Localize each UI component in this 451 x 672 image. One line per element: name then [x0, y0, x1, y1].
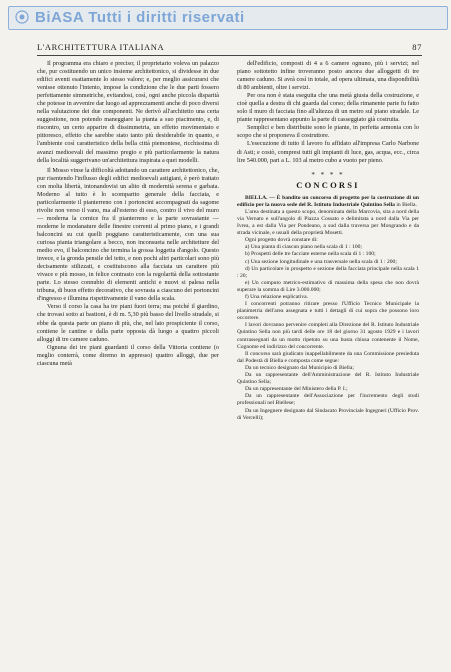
paragraph: dell'edificio, composti di 4 a 6 camere ognuno, più i servizi; nel piano sottotetto infine troveranno posto ancora due alloggetti di tre camere caduno. Si avrà così in totale, ad opera ultimata, una disponibilità di 80 ambienti, oltre i servizi. [237, 60, 419, 92]
notice-list-item: b) Prospetti delle tre facciate esterne nella scala di 1 : 100; [245, 251, 376, 258]
running-head [37, 42, 422, 54]
notice-paragraph: Il concorso sarà giudicato inappellabilmente da una Commissione presieduta dal Podestà di Biella e composta come segue: [237, 350, 419, 364]
notice-paragraph: I lavori dovranno pervenire completi alla Direzione del R. Istituto Industriale Quintino Sella non più tardi delle ore 18 del giorno 31 agosto 1929 e i lavori contrassegnati da un motto ripetuto su una busta chiusa contenente il Nome, Cognome ed indirizzo del concorrente. [237, 322, 419, 350]
notice-list-item: c) Una sezione longitudinale e una trasversale nella scala di 1 : 200; [245, 258, 397, 265]
watermark-text: BiASA Tutti i diritti riservati [35, 9, 245, 26]
commission-member: Da un rappresentante dell'Associazione per l'incremento degli studi professionali nel Biellese; [237, 393, 419, 407]
notice-paragraph: Ogni progetto dovrà constare di: [245, 237, 318, 244]
commission-member: Da un rappresentante dell'Amministrazione del R. Istituto Industriale Quintino Sella; [237, 372, 419, 386]
right-column [237, 60, 419, 660]
page-number: 87 [412, 42, 422, 52]
paragraph: Verso il corso la casa ha tre piani fuori terra; ma poiché il giardino, che trovasi sotto ai bastioni, è di m. 5,30 più basso del livello stradale, si ebbe da questa parte un piano di più, che, nel lato prospiciente il corso, contiene le cantine e dalla parte opposta dà luogo a quattro piccoli alloggi di tre camere caduno. [37, 303, 219, 343]
notice-lead-bold: BIELLA. — È bandito un concorso di progetto per la costruzione di un edificio per la nuova sede del R. Istituto Industriale Quintino Sella [237, 194, 419, 208]
left-column [37, 60, 219, 660]
notice-list-item: a) Una pianta di ciascun piano nella scala di 1 : 100; [245, 244, 362, 251]
notice-paragraph: I concorrenti potranno ritirare presso l'Ufficio Tecnico Municipale la planimetria dell'area assegnata e tutti i dettagli di cui sopra che possono loro occorrere. [237, 301, 419, 322]
notice-lead [237, 195, 419, 209]
commission-member: Da un Ingegnere designato dal Sindacato Provinciale Ingegneri (Ufficio Prov. di Vercelli); [237, 407, 419, 421]
section-separator: * * * * [311, 170, 345, 179]
header-rule [37, 55, 422, 56]
paragraph: Semplici e ben distribuite sono le piante, in perfetta armonia con lo scopo che si proponeva il costruttore. [237, 124, 419, 140]
biasa-seal-icon [15, 10, 29, 24]
journal-title: L'ARCHITETTURA ITALIANA [37, 42, 165, 52]
competition-notice [237, 195, 419, 422]
paragraph: Ognuna dei tre piani guardanti il corso della Vittoria contiene (o meglio conterrà, come diremo in appresso) quattro alloggi, due per ciascuna metà [37, 343, 219, 367]
notice-list-item: d) Un particolare in prospetto e sezione della facciata principale nella scala 1 : 20; [237, 265, 419, 279]
commission-member: Da un rappresentante del Ministero della P. I.; [245, 386, 348, 393]
watermark-banner [8, 6, 448, 30]
notice-paragraph: L'area destinata a questo scopo, denominata della Marcovia, sita a nord della via Vernato e sull'angolo di Piazza Cossato e delimitata a nord dalla Via per Ivrea, a est dalla Via per Pondeano, a sud dalla traversa per Mongrando e da strada vicinale, e usuali della proprietà Mosetti. [237, 208, 419, 237]
paragraph: Il programma era chiaro e preciso; il proprietario voleva un palazzo che, pur costituendo un unico insieme architettonico, si dividesse in due edifici aventi esattamente lo stesso valore; e, per meglio assicurarsi che venisse ottenuto l'intento, impose la condizione che le due parti fossero perfettamente simmetriche, evitandosi, così, ogni anche piccola disparità che potesse in avvenire dar luogo ad apprezzamenti anche di poco diversi nella valutazione dei due componenti. Ne derivò all'architetto una certa suggestione, non potendo maneggiare la pianta a suo piacimento, e, di riscontro, un certo apparire di dissimmetria, un effetto movimentato e pittoresco, effetto che sarebbe stato tanto più desiderabile in quanto, e l'ambiente così caratteristico della bella città piemontese, ricchissima di avanzi medioevali del massimo pregio e più particolarmente la natura della località suggerivano un'architettura inspirata a quei modelli. [37, 60, 219, 164]
notice-list-item: f) Una relazione esplicativa. [245, 294, 309, 301]
paragraph: Il Mosso vinse la difficoltà adottando un carattere architettonico, che, pur risentendo l'influsso degli edifici medioevali astigiani, è però trattato con molta libertà, intonandovisi un alito di modernità serena e garbata. Moderno al tutto è lo scompartto generale della facciata, e particolarmente il pianterreno con i portoncini accompagnati da sagome rivolte non verso il vano, ma all'esterno di esso, contro il vivo del muro — moderna la cornice fra il pianterreno e la parte sovrastante — moderne le modanature delle finestre correnti al primo piano, e i grandi balconcini su cui quelli poggiano caratteristicamente, con una sua curiosa pianta triangolare a becco, non inconsueta nelle architetture del medio evo, il balconcino che termina la grossa loggetta d'angolo. Questo invece, e la gronda pensile del tetto, e non pochi altri particolari sono più decisamente stilizzati, e costituiscono alla facciata un carattere più vivace e più mosso, in felice contrasto con la regolarità della sottostante parte. Lo stesso connubio di elementi antichi e nuovi si palesa nella tribuna, di buon effetto decorativo, che sovrasta a ciascuno dei portoncini d'ingresso e illumina rispettivamente il vano della scala. [37, 166, 219, 303]
commission-member: Da un tecnico designato dal Municipio di Biella; [245, 364, 354, 371]
section-title: CONCORSI [296, 179, 360, 190]
notice-list-item: e) Un computo metrico-estimativo di massima della spesa che non dovrà superare la somma di Lire 3.000.000; [237, 279, 419, 293]
paragraph: Per ora non è stata eseguita che una metà giusta della costruzione, e cioè quella a destra di chi guarda dal corso; della rimanente parte fu fatto solo il muro di facciata fino all'altezza di un metro sul piano stradale. Le piante rappresentano appunto la parte di casseggiato già costruita. [237, 92, 419, 124]
notice-lead-tail: in Biella. [396, 201, 417, 208]
paragraph: L'esecuzione di tutto il lavoro fu affidato all'impresa Carlo Narbone di Asti; e costò, compresi tutti gli impianti di luce, gas, acqua, ecc., circa lire 540.000, pari a L. 103 al metro cubo a vuoto per pieno. [237, 140, 419, 164]
